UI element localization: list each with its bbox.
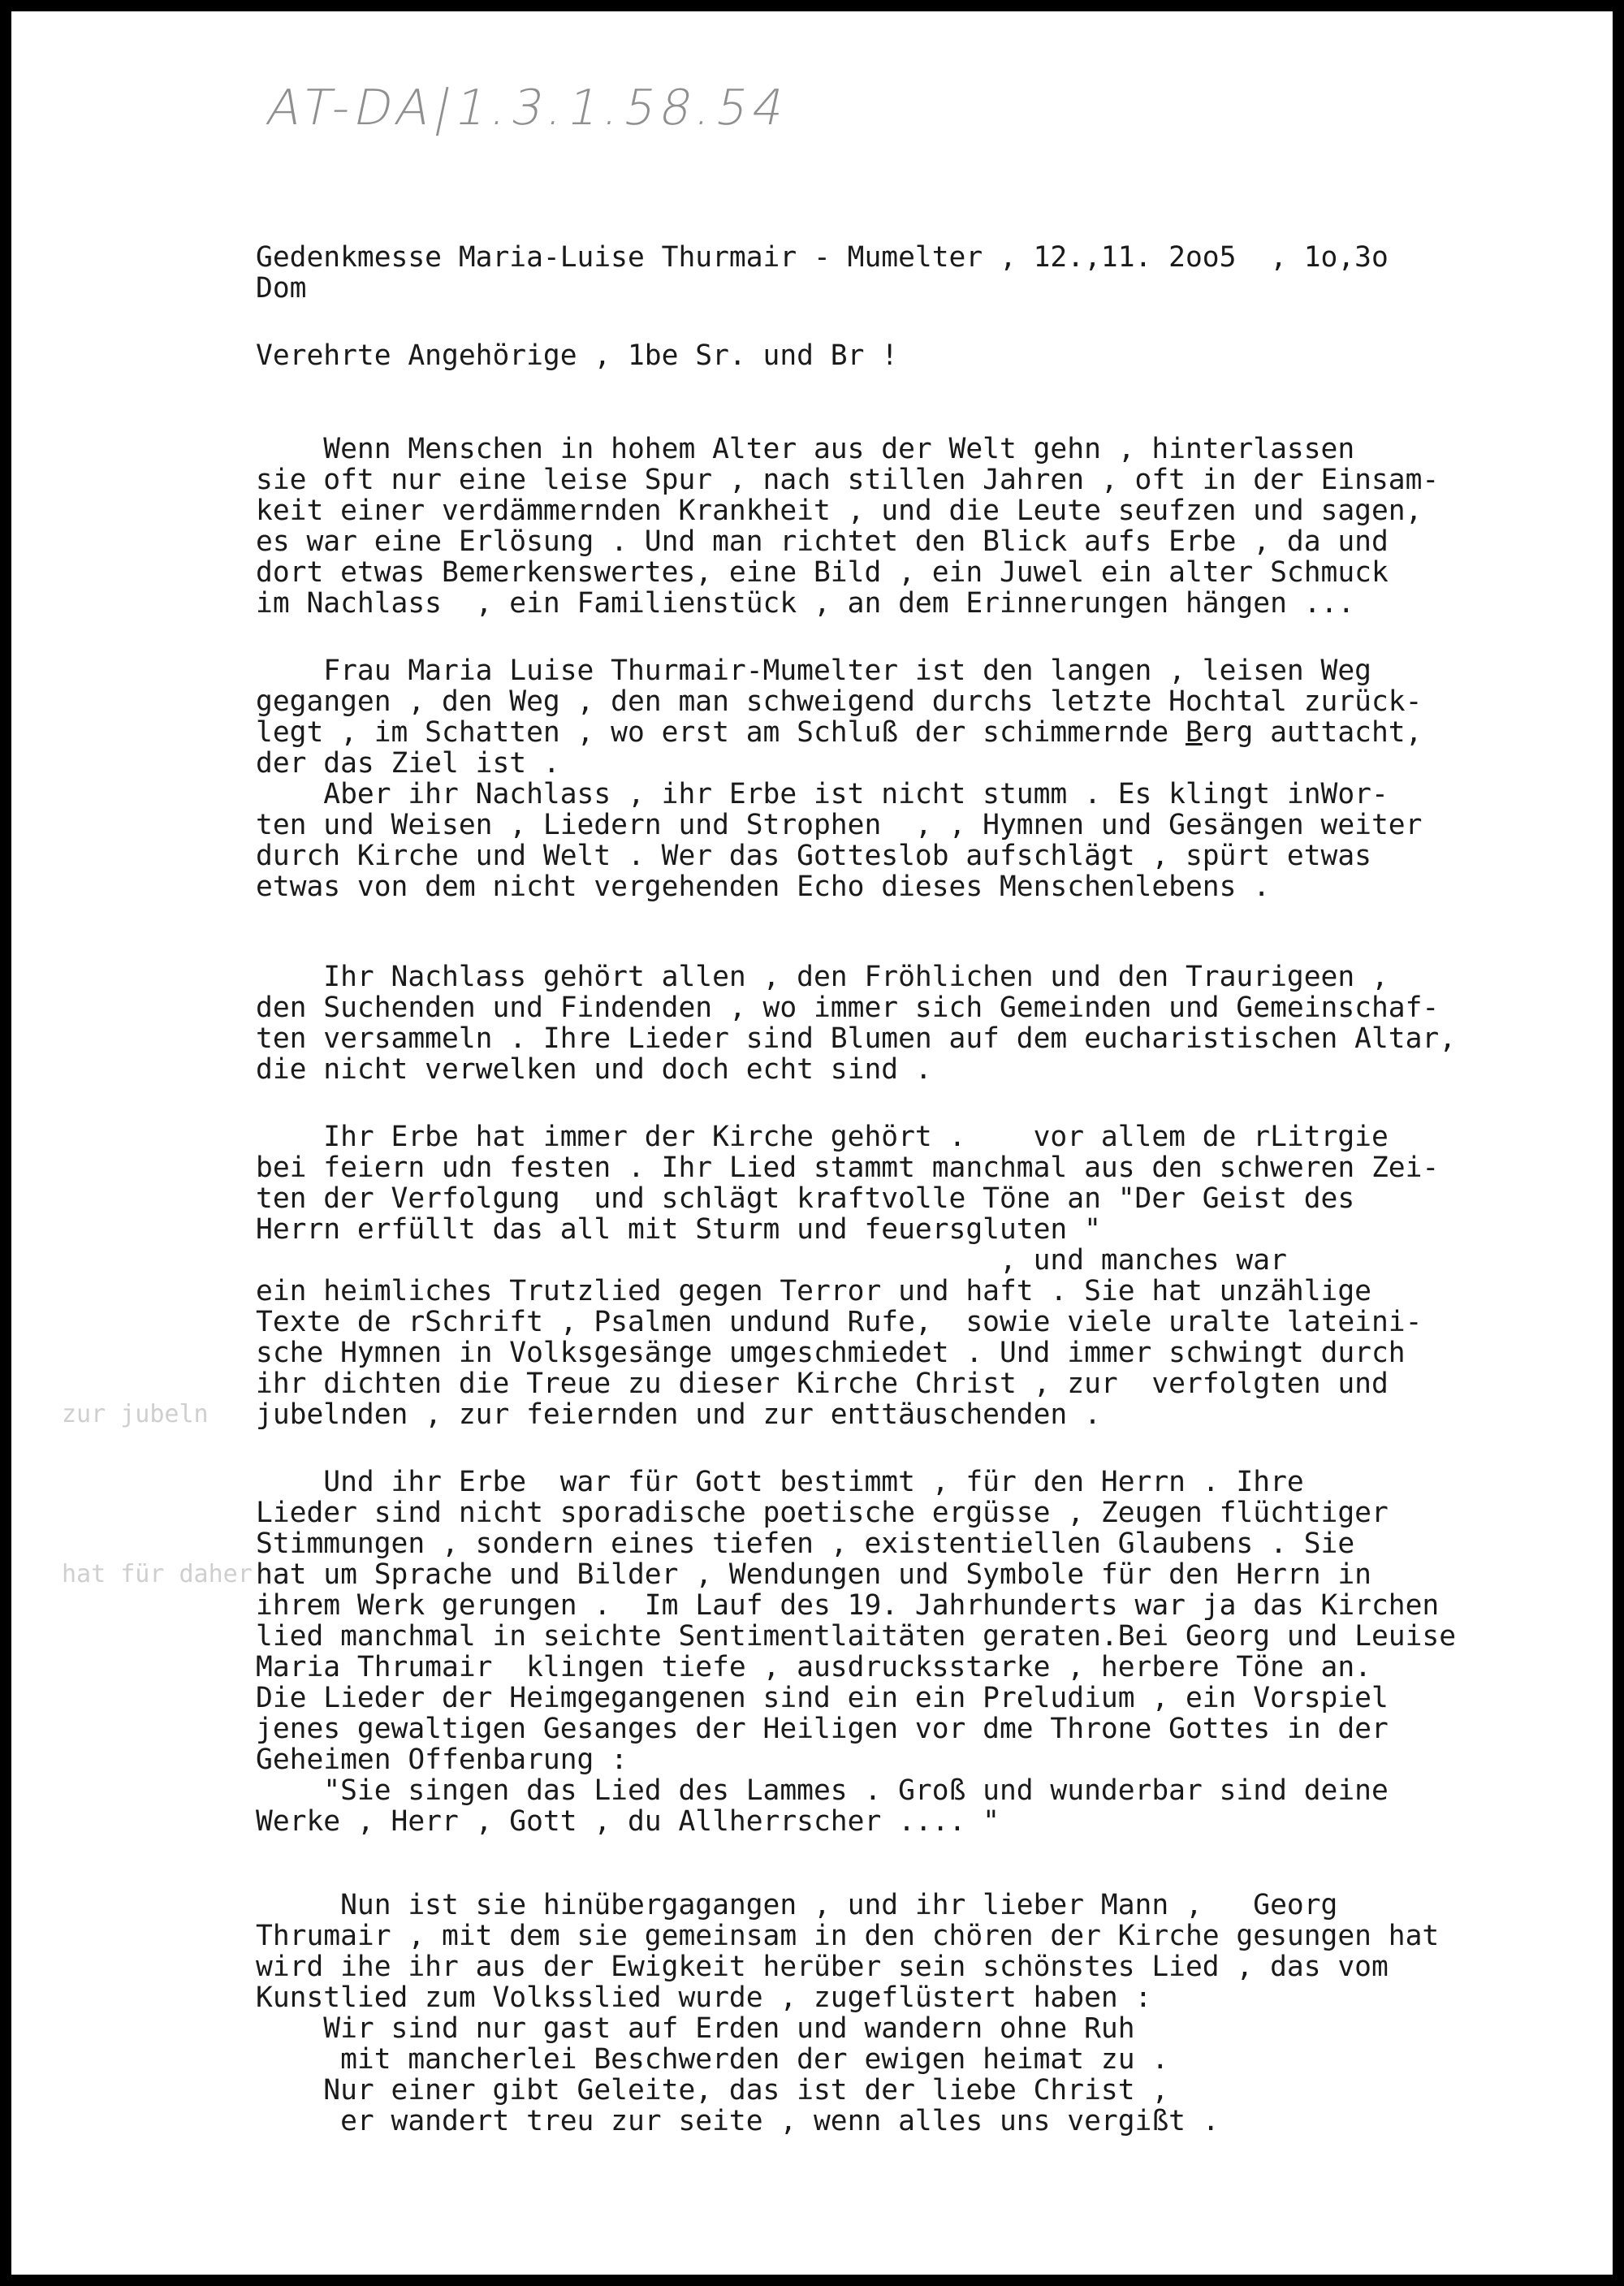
text-line: den Suchenden und Findenden , wo immer sich Gemeinden und Gemeinschaf- <box>256 992 1440 1024</box>
salutation: Verehrte Angehörige , 1be Sr. und Br ! <box>256 339 899 372</box>
text-line: , und manches war <box>256 1244 1287 1277</box>
text-line: Werke , Herr , Gott , du Allherrscher .... " <box>256 1805 1000 1838</box>
text-line: Herrn erfüllt das all mit Sturm und feuersgluten " <box>256 1213 1101 1246</box>
text-line: Maria Thrumair klingen tiefe , ausdrucksstarke , herbere Töne an. <box>256 1651 1371 1683</box>
text-line: Kunstlied zum Volksslied wurde , zugeflüstert haben : <box>256 1981 1152 2014</box>
text-line: hat um Sprache und Bilder , Wendungen und Symbole für den Herrn in <box>256 1558 1371 1591</box>
verse-line: er wandert treu zur seite , wenn alles uns vergißt . <box>256 2105 1220 2137</box>
text-line: dort etwas Bemerkenswertes, eine Bild , ein Juwel ein alter Schmuck <box>256 556 1389 589</box>
text-line: keit einer verdämmernden Krankheit , und die Leute seufzen und sagen, <box>256 495 1423 527</box>
text-line: es war eine Erlösung . Und man richtet den Blick aufs Erbe , da und <box>256 525 1389 558</box>
verse-line: Nur einer gibt Geleite, das ist der liebe Christ , <box>256 2074 1169 2107</box>
text-line: "Sie singen das Lied des Lammes . Groß und wunderbar sind deine <box>256 1774 1389 1807</box>
text-line: Ihr Erbe hat immer der Kirche gehört . vor allem de rLitrgie <box>256 1121 1389 1153</box>
text-line: Nun ist sie hinübergagangen , und ihr lieber Mann , Georg <box>256 1889 1338 1921</box>
text-line: der das Ziel ist . <box>256 747 560 780</box>
margin-note: hat für daher <box>62 1560 253 1588</box>
verse-line: mit mancherlei Beschwerden der ewigen heimat zu . <box>256 2043 1169 2076</box>
text-line: ihrem Werk gerungen . Im Lauf des 19. Jahrhunderts war ja das Kirchen <box>256 1589 1440 1622</box>
text-line: sie oft nur eine leise Spur , nach stillen Jahren , oft in der Einsam- <box>256 464 1440 496</box>
text-line: ihr dichten die Treue zu dieser Kirche Christ , zur verfolgten und <box>256 1368 1389 1400</box>
text-line: jubelnden , zur feiernden und zur enttäuschenden . <box>256 1398 1101 1431</box>
text-line: gegangen , den Weg , den man schweigend durchs letzte Hochtal zurück- <box>256 685 1423 718</box>
text-line: Geheimen Offenbarung : <box>256 1744 628 1776</box>
text-line: ein heimliches Trutzlied gegen Terror und haft . Sie hat unzählige <box>256 1275 1371 1307</box>
text-line: die nicht verwelken und doch echt sind . <box>256 1053 932 1086</box>
header-line: Dom <box>256 272 307 305</box>
text-line: etwas von dem nicht vergehenden Echo dieses Menschenlebens . <box>256 871 1271 903</box>
text-line: Thrumair , mit dem sie gemeinsam in den chören der Kirche gesungen hat <box>256 1920 1440 1952</box>
text-line: Texte de rSchrift , Psalmen undund Rufe, sowie viele uralte lateini- <box>256 1306 1423 1338</box>
text-line: jenes gewaltigen Gesanges der Heiligen vor dme Throne Gottes in der <box>256 1713 1389 1745</box>
header-line: Gedenkmesse Maria-Luise Thurmair - Mumelter , 12.,11. 2oo5 , 1o,3o <box>256 241 1389 274</box>
text-line: legt , im Schatten , wo erst am Schluß der schimmernde Berg auttacht, <box>256 716 1423 749</box>
text-line: Lieder sind nicht sporadische poetische ergüsse , Zeugen flüchtiger <box>256 1497 1389 1529</box>
text-line: Wenn Menschen in hohem Alter aus der Welt gehn , hinterlassen <box>256 433 1355 465</box>
text-line: ten versammeln . Ihre Lieder sind Blumen auf dem eucharistischen Altar, <box>256 1022 1457 1055</box>
text-line: Aber ihr Nachlass , ihr Erbe ist nicht stumm . Es klingt inWor- <box>256 778 1389 810</box>
text-line: lied manchmal in seichte Sentimentlaitäten geraten.Bei Georg und Leuise <box>256 1620 1457 1653</box>
text-line: wird ihe ihr aus der Ewigkeit herüber sein schönstes Lied , das vom <box>256 1951 1389 1983</box>
margin-note: zur jubeln <box>62 1400 209 1428</box>
text-line: Stimmungen , sondern eines tiefen , existentiellen Glaubens . Sie <box>256 1528 1355 1560</box>
text-line: Frau Maria Luise Thurmair-Mumelter ist den langen , leisen Weg <box>256 655 1371 687</box>
text-line: bei feiern udn festen . Ihr Lied stammt manchmal aus den schweren Zei- <box>256 1152 1440 1184</box>
underlined-letter: B <box>1185 716 1203 749</box>
text-line: sche Hymnen in Volksgesänge umgeschmiedet . Und immer schwingt durch <box>256 1337 1406 1369</box>
text-line: ten und Weisen , Liedern und Strophen , , Hymnen und Gesängen weiter <box>256 809 1423 841</box>
text-line: Die Lieder der Heimgegangenen sind ein ein Preludium , ein Vorspiel <box>256 1682 1389 1714</box>
text-line: im Nachlass , ein Familienstück , an dem Erinnerungen hängen ... <box>256 587 1355 620</box>
text-line: Ihr Nachlass gehört allen , den Fröhlichen und den Traurigeen , <box>256 961 1389 993</box>
archive-stamp: AT-DA|1.3.1.58.54 <box>261 80 795 136</box>
text-line: Und ihr Erbe war für Gott bestimmt , für den Herrn . Ihre <box>256 1466 1304 1498</box>
text-line: ten der Verfolgung und schlägt kraftvolle Töne an "Der Geist des <box>256 1182 1355 1215</box>
text-line: durch Kirche und Welt . Wer das Gotteslob aufschlägt , spürt etwas <box>256 840 1371 872</box>
document-page <box>11 11 1613 2275</box>
verse-line: Wir sind nur gast auf Erden und wandern ohne Ruh <box>256 2012 1135 2045</box>
